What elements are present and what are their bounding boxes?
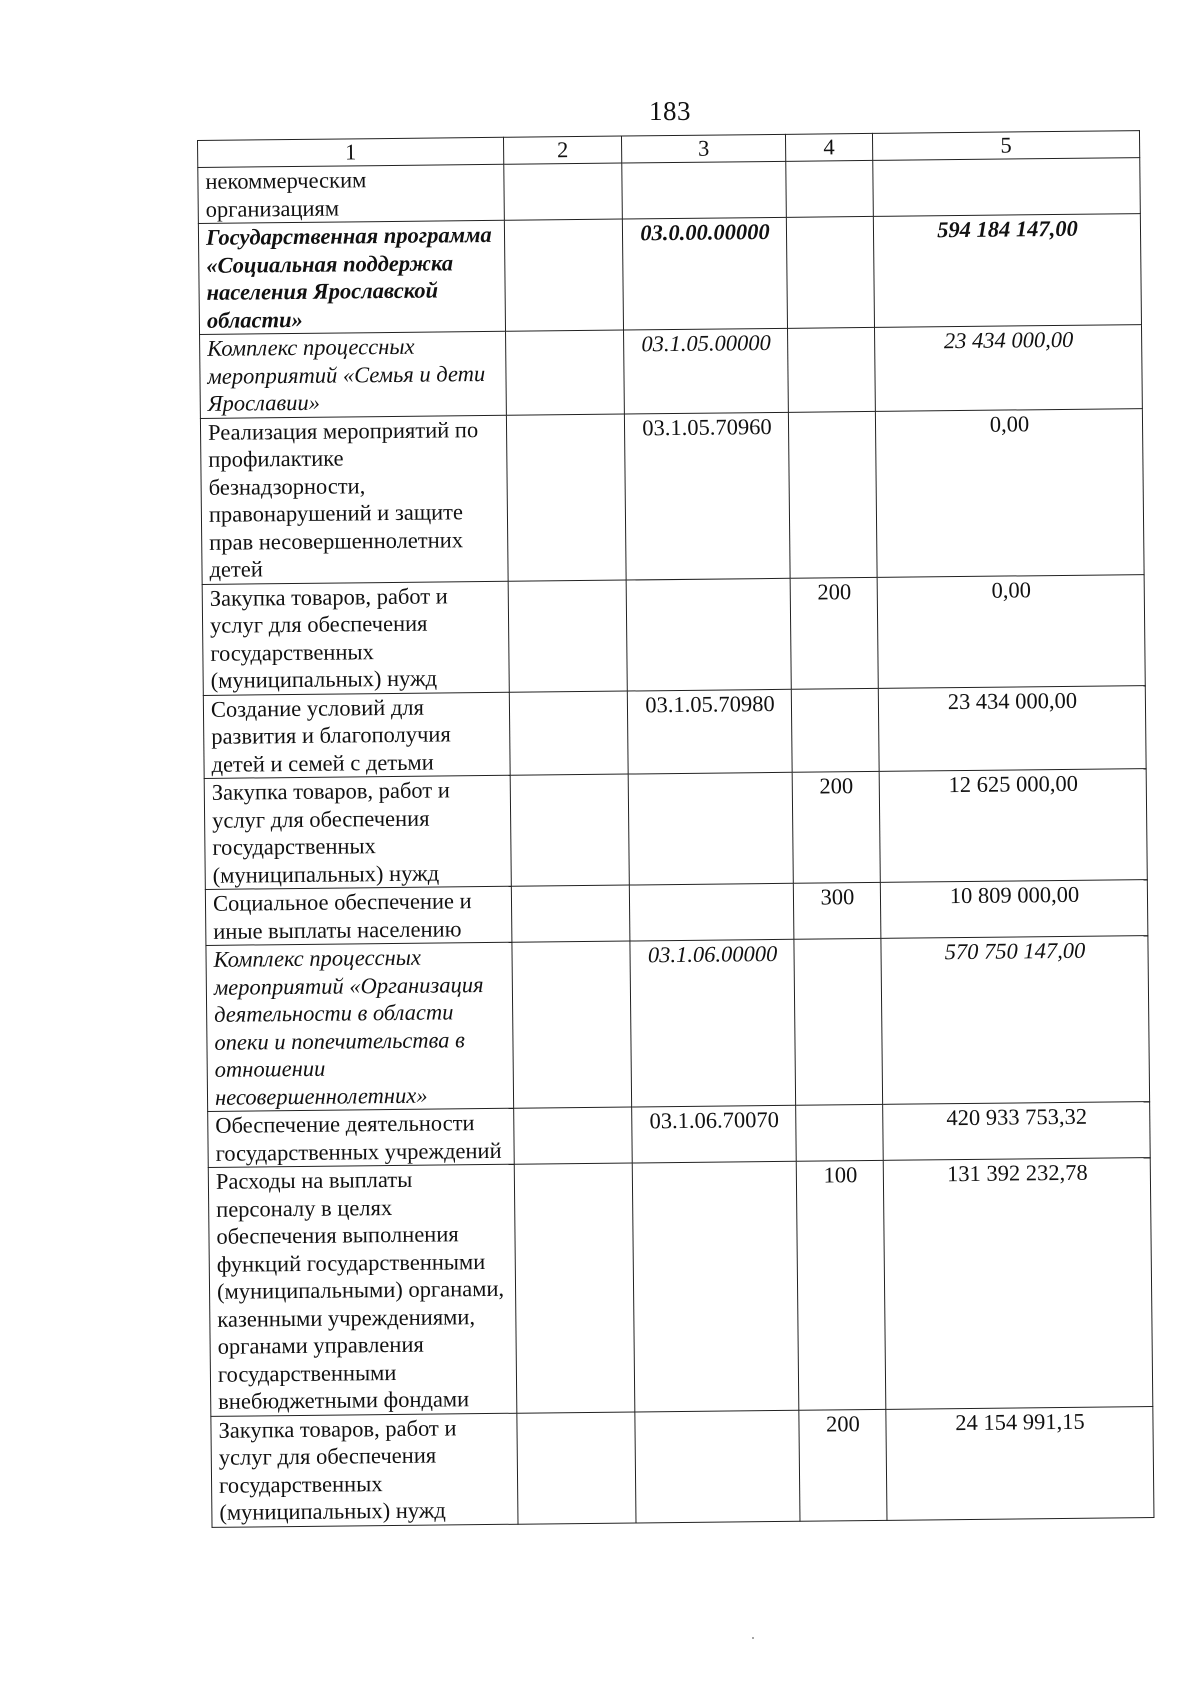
target-code-cell <box>629 883 794 941</box>
scan-speck <box>752 1637 754 1639</box>
expense-name-cell: Государственная программа «Социальная поддержка населения Ярославской области» <box>198 220 505 334</box>
table-row <box>208 1102 1151 1168</box>
column-2-cell <box>511 885 630 942</box>
expense-name-cell: Комплекс процессных мероприятий «Организация деятельности в области опеки и попечительства в отношении несовершеннолетних» <box>206 942 514 1111</box>
expense-type-cell <box>786 216 874 328</box>
amount-cell: 0,00 <box>877 574 1145 688</box>
table-row <box>198 158 1141 224</box>
header-col-3: 3 <box>621 134 785 163</box>
column-2-cell <box>506 330 625 415</box>
expense-name-cell: Создание условий для развития и благополучия детей и семей с детьми <box>203 692 510 779</box>
target-code-cell <box>632 1161 799 1411</box>
column-2-cell <box>512 941 632 1108</box>
column-2-cell <box>517 1411 636 1523</box>
expense-name-cell: Реализация мероприятий по профилактике безнадзорности, правонарушений и защите прав несовершеннолетних детей <box>200 415 508 584</box>
expense-type-cell: 200 <box>790 577 878 689</box>
expense-name-cell: Социальное обеспечение и иные выплаты населению <box>205 886 512 945</box>
expense-type-cell: 200 <box>792 771 880 883</box>
amount-cell: 10 809 000,00 <box>880 880 1148 939</box>
column-2-cell <box>508 580 627 692</box>
expense-type-cell: 200 <box>799 1409 887 1521</box>
table-row <box>200 408 1144 584</box>
target-code-cell: 03.0.00.00000 <box>622 217 787 330</box>
amount-cell: 12 625 000,00 <box>879 769 1147 883</box>
expense-name-cell: Обеспечение деятельности государственных учреждений <box>208 1108 515 1167</box>
column-2-cell <box>504 163 623 220</box>
column-2-cell <box>506 414 626 581</box>
target-code-cell <box>626 578 791 691</box>
table-row <box>198 214 1141 335</box>
column-2-cell <box>514 1107 633 1164</box>
target-code-cell <box>628 772 793 885</box>
expense-type-cell <box>794 938 883 1105</box>
amount-cell: 570 750 147,00 <box>881 936 1150 1105</box>
expense-type-cell <box>788 327 876 411</box>
table-row <box>206 936 1150 1112</box>
column-2-cell <box>514 1163 635 1413</box>
expense-type-cell: 100 <box>796 1160 886 1409</box>
amount-cell: 420 933 753,32 <box>883 1102 1151 1161</box>
expense-name-cell: Закупка товаров, работ и услуг для обеспечения государственных (муниципальных) нужд <box>202 581 509 695</box>
table-row <box>211 1406 1154 1527</box>
table-row <box>205 880 1148 946</box>
column-2-cell <box>509 691 628 776</box>
table-row <box>203 685 1146 778</box>
target-code-cell: 03.1.05.00000 <box>624 328 789 413</box>
header-col-5: 5 <box>872 131 1139 161</box>
expense-name-cell: Закупка товаров, работ и услуг для обеспечения государственных (муниципальных) нужд <box>211 1413 518 1527</box>
target-code-cell: 03.1.06.70070 <box>632 1105 797 1163</box>
target-code-cell: 03.1.06.00000 <box>630 939 796 1107</box>
expense-name-cell: Расходы на выплаты персоналу в целях обеспечения выполнения функций государственными (муниципальными) органами, казенными учреждениями, органами управления государственными внебюджетными фондами <box>208 1164 517 1416</box>
header-col-2: 2 <box>503 136 621 164</box>
target-code-cell: 03.1.05.70980 <box>627 689 792 774</box>
expense-name-cell: Комплекс процессных мероприятий «Семья и дети Ярославии» <box>200 331 507 418</box>
expense-type-cell <box>788 411 877 578</box>
header-col-1: 1 <box>198 137 504 167</box>
column-2-cell <box>510 774 629 886</box>
amount-cell: 23 434 000,00 <box>878 685 1146 771</box>
expense-name-cell: некоммерческим организациям <box>198 164 505 223</box>
target-code-cell <box>622 161 787 219</box>
expense-name-cell: Закупка товаров, работ и услуг для обеспечения государственных (муниципальных) нужд <box>204 775 511 889</box>
expense-type-cell <box>791 688 879 772</box>
amount-cell: 0,00 <box>875 408 1144 577</box>
amount-cell: 24 154 991,15 <box>886 1406 1154 1520</box>
amount-cell: 131 392 232,78 <box>883 1158 1153 1409</box>
table-row <box>200 325 1143 418</box>
budget-table <box>197 130 1154 1527</box>
expense-type-cell <box>796 1104 884 1161</box>
table-row <box>204 769 1147 890</box>
target-code-cell: 03.1.05.70960 <box>624 412 790 580</box>
header-col-4: 4 <box>785 133 872 161</box>
amount-cell: 594 184 147,00 <box>873 214 1141 328</box>
expense-type-cell <box>786 160 874 217</box>
page-number: 183 <box>649 96 691 126</box>
expense-type-cell: 300 <box>793 882 881 939</box>
column-2-cell <box>504 219 623 331</box>
amount-cell <box>873 158 1141 217</box>
table-row <box>208 1158 1153 1416</box>
table-body <box>198 131 1154 1527</box>
amount-cell: 23 434 000,00 <box>874 325 1142 411</box>
table-row <box>202 574 1145 695</box>
target-code-cell <box>635 1410 800 1523</box>
